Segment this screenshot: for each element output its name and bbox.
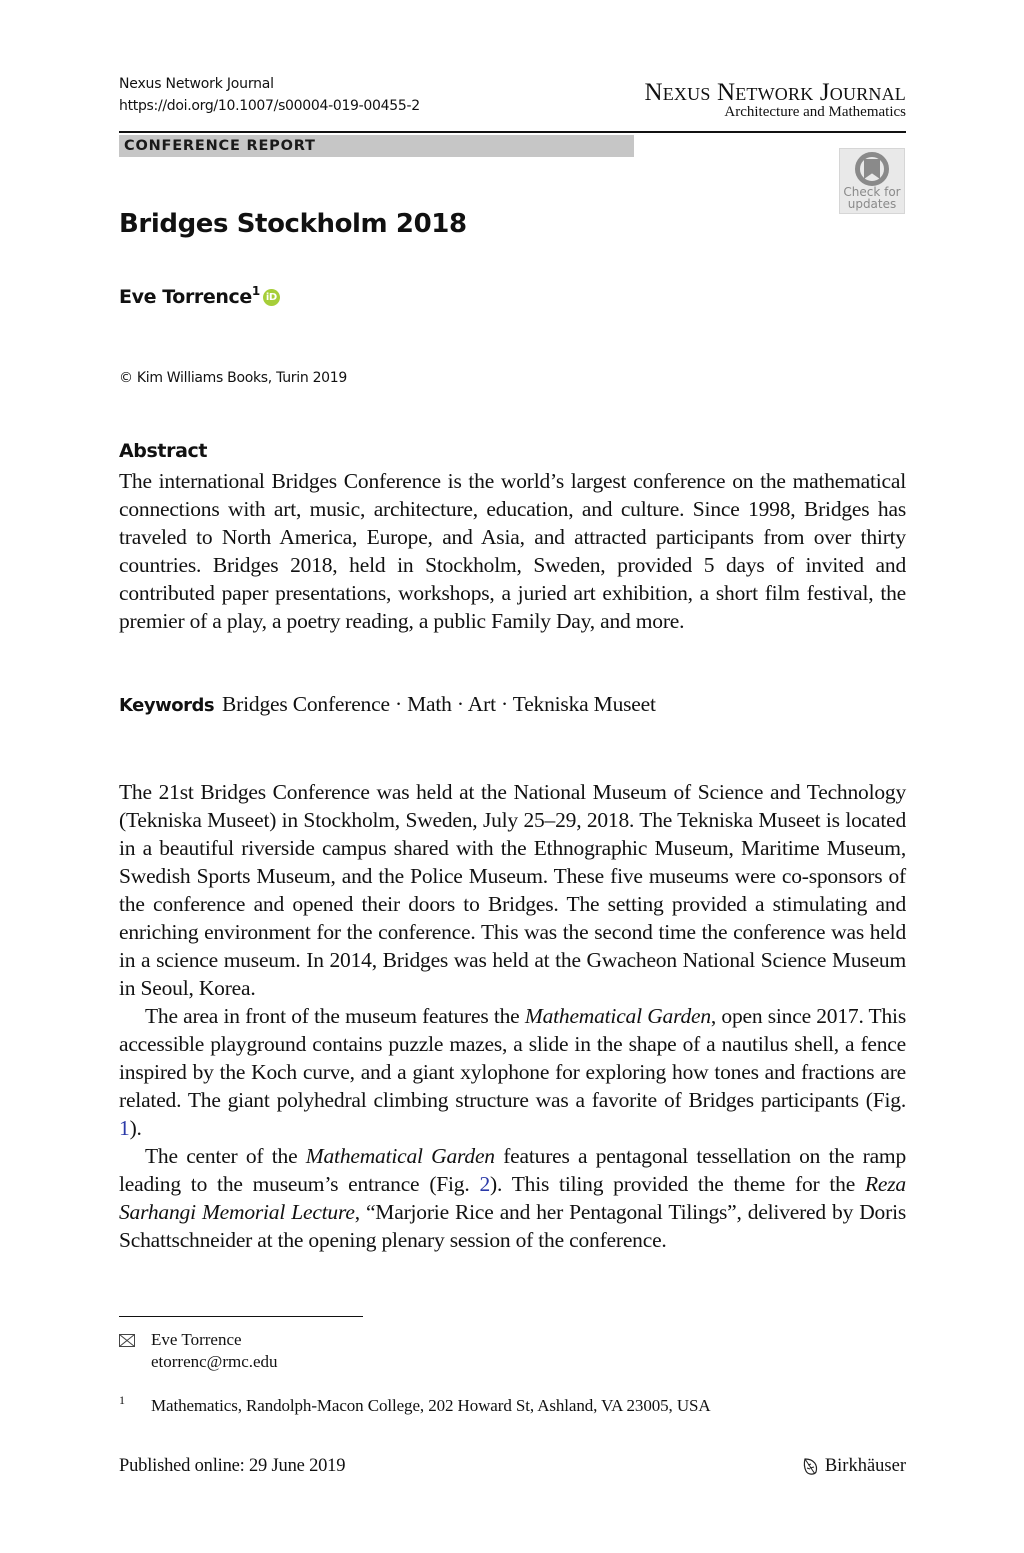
copyright: © Kim Williams Books, Turin 2019 <box>119 370 347 386</box>
emphasis: Mathematical Garden <box>305 1144 495 1168</box>
affiliation-number: 1 <box>119 1393 125 1407</box>
abstract-text: The international Bridges Conference is the world’s largest conference on the mathematical connections with art, music, architecture, education, and culture. Since 1998, Bridges has traveled to North America, Europe, and Asia, and attracted participants from over thirty countries. Bridges 2018, held in Stockholm, Sweden, provided 5 days of invited and contributed paper presentations, workshops, a juried art exhibition, a short film festival, the premier of a play, a poetry reading, a public Family Day, and more. <box>119 469 906 633</box>
check-for-updates-label: Check for updates <box>843 185 901 211</box>
keywords-text: Bridges Conference · Math · Art · Tekniska Museet <box>222 692 656 716</box>
journal-name: Nexus Network Journal <box>119 76 274 92</box>
text-span: , open since 2017. This accessible playground contains puzzle mazes, a slide in the shape of a nautilus shell, a fence inspired by the Koch curve, and a giant xylophone for exploring how tones and fractions are related. The giant polyhedral climbing structure was a favorite of Bridges participants (Fig. <box>119 1004 906 1112</box>
text-span: , “Marjorie Rice and her Pentagonal Tilings”, delivered by Doris Schattschneider at the opening plenary session of the conference. <box>119 1200 907 1252</box>
published-date: Published online: 29 June 2019 <box>119 1456 346 1476</box>
emphasis: Reza Sarhangi Memorial Lecture <box>119 1172 906 1224</box>
text-span: ). <box>129 1116 142 1140</box>
body-text <box>119 778 906 1254</box>
figure-1-link[interactable]: 1 <box>119 1116 130 1140</box>
paragraph-3 <box>119 1142 906 1254</box>
emphasis: Mathematical Garden <box>524 1004 711 1028</box>
figure-2-link[interactable]: 2 <box>479 1172 491 1196</box>
author-name: Eve Torrence <box>119 286 252 308</box>
footnote-rule <box>119 1316 363 1317</box>
affiliation-mark: 1 <box>251 284 260 298</box>
text-span: features a pentagonal tessellation on the ramp leading to the museum’s entrance (Fig. <box>119 1144 906 1196</box>
brand-title: Nexus Network Journal <box>644 79 906 106</box>
doi-link[interactable]: https://doi.org/10.1007/s00004-019-00455-2 <box>119 98 420 114</box>
paragraph-2 <box>119 1002 906 1142</box>
keywords-label: Keywords <box>119 695 215 716</box>
abstract-heading: Abstract <box>119 440 208 462</box>
header-rule <box>119 131 906 133</box>
brand-subtitle: Architecture and Mathematics <box>724 104 906 120</box>
journal-brand <box>644 80 906 120</box>
article-title: Bridges Stockholm 2018 <box>119 209 467 239</box>
author-line <box>119 284 280 308</box>
orcid-icon[interactable]: iD <box>263 289 280 306</box>
text-span: ). This tiling provided the theme for the <box>490 1172 865 1196</box>
keywords <box>119 692 656 717</box>
check-for-updates-button[interactable] <box>839 148 905 214</box>
affiliation-text: Mathematics, Randolph-Macon College, 202 Howard St, Ashland, VA 23005, USA <box>151 1396 711 1415</box>
text-span: The center of the <box>145 1144 306 1168</box>
envelope-icon <box>119 1334 135 1347</box>
publisher-name: Birkhäuser <box>824 1456 906 1476</box>
section-label: CONFERENCE REPORT <box>124 138 316 154</box>
contact-name: Eve Torrence <box>151 1330 242 1349</box>
section-band <box>119 135 634 157</box>
paragraph-1: The 21st Bridges Conference was held at the National Museum of Science and Technology (Tekniska Museet) in Stockholm, Sweden, July 25–29, 2018. The Tekniska Museet is located in a beautiful riverside campus shared with the Ethnographic Museum, Maritime Museum, Swedish Sports Museum, and the Police Museum. These five museums were co-sponsors of the conference and opened their doors to Bridges. The setting provided a stimulating and enriching environment for the conference. This was the second time the conference was held in a science museum. In 2014, Bridges was held at the Gwacheon National Science Museum in Seoul, Korea. <box>119 780 906 1000</box>
contact-email[interactable]: etorrenc@rmc.edu <box>151 1352 278 1371</box>
text-span: The area in front of the museum features the <box>145 1004 525 1028</box>
leaf-icon <box>802 1457 820 1477</box>
publisher <box>802 1456 906 1477</box>
